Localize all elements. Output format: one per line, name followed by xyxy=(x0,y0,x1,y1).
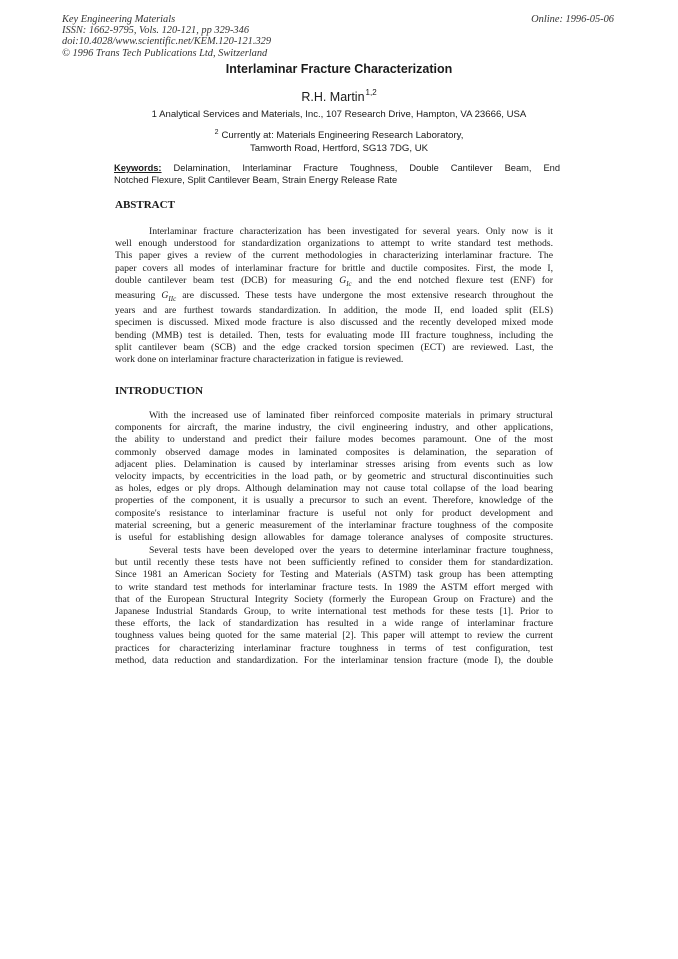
doi-line[interactable]: doi:10.4028/www.scientific.net/KEM.120-121.329 xyxy=(62,36,272,48)
introduction-heading: INTRODUCTION xyxy=(115,385,204,397)
issn-line: ISSN: 1662-9795, Vols. 120-121, pp 329-346 xyxy=(62,25,250,37)
introduction-paragraph-2 xyxy=(115,545,553,667)
text-line: velocity impacts, by eccentricities in the load path, or by geometric and structural discontinuities such xyxy=(115,471,553,483)
text-line: work done on interlaminar fracture characterization in fatigue is reviewed. xyxy=(115,353,404,365)
text-line: the ability to understand and predict their failure modes becomes paramount. One of the most xyxy=(115,434,553,446)
text-line: is useful for establishing design allowables for damage tolerance analyses of composite structures. xyxy=(115,532,553,544)
text-line: measuring $G_{IIc}$ are discussed. These tests have undergone the most extensive research throughout the xyxy=(115,289,554,303)
text-line: split cantilever beam (SCB) and the edge cracked torsion specimen (ECT) are reviewed. Last, the xyxy=(115,341,553,353)
text-line: Interlaminar fracture characterization has been investigated for several years. Only now is it xyxy=(149,226,553,237)
text-line: that of the European Structural Integrity Society (formerly the European Group on Fracture) and the xyxy=(115,593,553,605)
text-line: toughness values being quoted for the same material [2]. This paper will attempt to review the current xyxy=(115,630,553,642)
text-line: practices for characterizing interlaminar fracture toughness in terms of test configuration, test xyxy=(115,642,553,654)
text-line: years and are furthest towards standardization. In addition, the mode II, end loaded split (ELS) xyxy=(115,305,553,317)
text-line: to write standard test methods for interlaminar fracture tests. In 1989 the ASTM effort merged with xyxy=(115,581,553,593)
text-line: This paper gives a review of the current methodologies in characterizing interlaminar fracture. The xyxy=(115,250,553,262)
journal-metadata xyxy=(62,14,271,59)
affiliation-2-mark: 2 xyxy=(214,129,219,136)
g-ic-symbol: $G_{Ic}$ xyxy=(339,274,352,288)
text-line: double cantilever beam test (DCB) for measuring $G_{Ic}$ and the end notched flexure test (ENF) for xyxy=(115,274,553,288)
keywords-line-1: Delamination, Interlaminar Fracture Toughness, Double Cantilever Beam, End xyxy=(173,163,560,173)
text-line: specimen is discussed. Mixed mode fracture is also discussed and the recently developed mixed mode xyxy=(115,317,553,329)
keywords xyxy=(114,162,560,187)
text-line: well enough understood for standardization organizations to attempt to write standard test methods. xyxy=(115,238,553,250)
text-line: these efforts, the lack of standardization has resulted in a wide range of interlaminar fracture xyxy=(115,618,553,630)
author-affiliation-marks: 1,2 xyxy=(365,88,377,97)
g-iic-symbol: $G_{IIc}$ xyxy=(161,289,177,303)
text-line: but until recently these tests have not been sufficiently refined to consider them for standardization. xyxy=(115,557,553,569)
text-line: method, data reduction and standardization. For the interlaminar tension fracture (mode I), the double xyxy=(115,654,553,666)
text-line: composite's resistance to interlaminar fracture is useful not only for product development and xyxy=(115,507,553,519)
text-line: components for aircraft, the marine industry, the civil engineering industry, and other applications, xyxy=(115,422,553,434)
text-line: Several tests have been developed over the years to determine interlaminar fracture toughness, xyxy=(149,545,553,556)
text-line: Since 1981 an American Society for Testing and Materials (ASTM) task group has been attempting xyxy=(115,569,553,581)
author-name: R.H. Martin xyxy=(301,90,365,104)
affiliation-2 xyxy=(0,127,678,155)
text-line: paper covers all modes of interlaminar fracture for brittle and ductile composites. First, the mode I, xyxy=(115,262,553,274)
keywords-label: Keywords: xyxy=(114,163,162,173)
affiliation-2-line-2: Tamworth Road, Hertford, SG13 7DG, UK xyxy=(249,142,429,154)
copyright-line: © 1996 Trans Tech Publications Ltd, Switzerland xyxy=(62,47,268,59)
paper-title: Interlaminar Fracture Characterization xyxy=(225,62,453,76)
text-line: commonly observed damage modes in laminated composites is delamination, the separation of xyxy=(115,446,553,458)
text-line: adjacent plies. Delamination is caused by interlaminar stresses arising from events such as low xyxy=(115,458,553,470)
abstract-heading: ABSTRACT xyxy=(115,199,175,211)
journal-name: Key Engineering Materials xyxy=(62,14,176,25)
online-date: Online: 1996-05-06 xyxy=(531,14,614,25)
text-line: as holes, edges or ply drops. Although delamination may not cause total collapse of the load bearing xyxy=(115,483,553,495)
introduction-paragraph-1 xyxy=(115,410,553,544)
affiliation-1: 1 Analytical Services and Materials, Inc., 107 Research Drive, Hampton, VA 23666, USA xyxy=(151,109,527,120)
text-line: properties of the component, it is usually a precursor to such an event. Therefore, knowledge of the xyxy=(115,495,553,507)
abstract-paragraph xyxy=(115,226,553,366)
text-line: Japanese Industrial Standards Group, to write international test methods for these tests [1]. Prior to xyxy=(115,606,553,618)
text-line: material screening, but a generic measurement of the interlaminar fracture toughness of the composite xyxy=(115,519,553,531)
text-line: With the increased use of laminated fiber reinforced composite materials in primary structural xyxy=(149,410,553,421)
author-line xyxy=(0,88,678,104)
text-line: bending (MMB) test is detailed. Then, tests for evaluating mode III fracture toughness, including the xyxy=(115,329,553,341)
affiliation-2-line-1: Currently at: Materials Engineering Research Laboratory, xyxy=(221,130,464,141)
keywords-line-2: Notched Flexure, Split Cantilever Beam, Strain Energy Release Rate xyxy=(114,175,398,186)
